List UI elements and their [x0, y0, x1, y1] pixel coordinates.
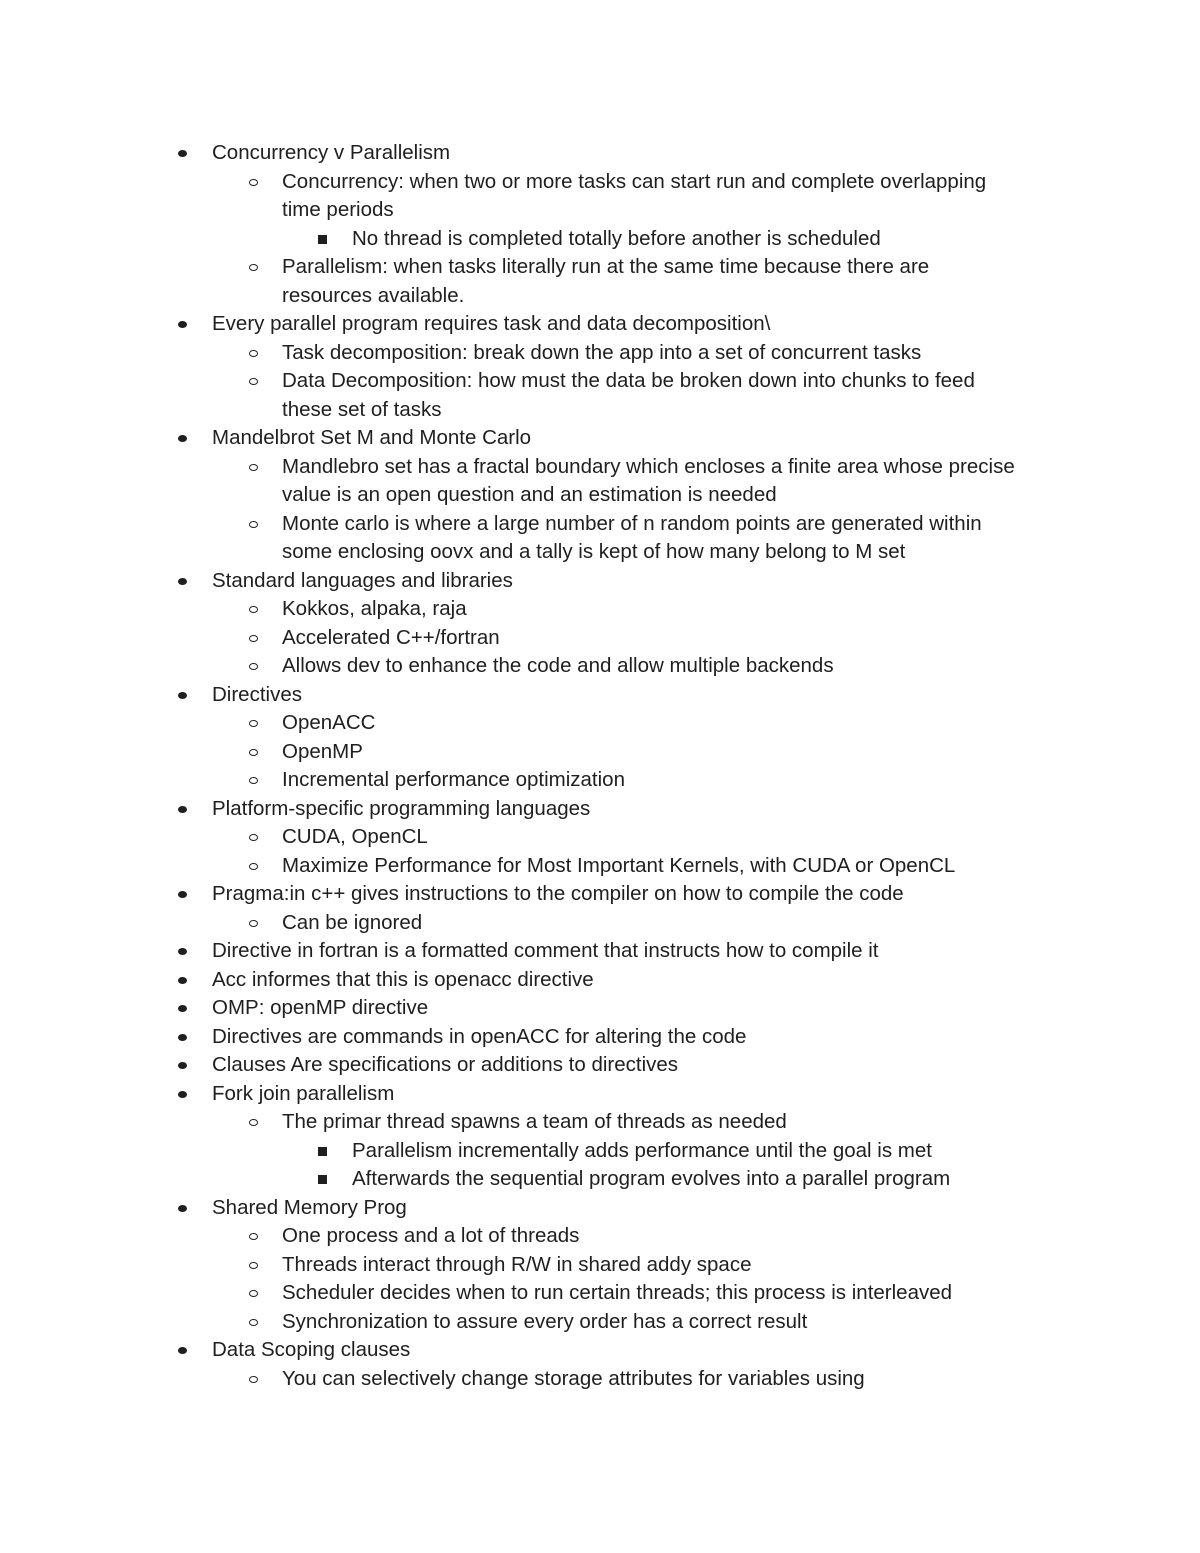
- list-item-text: Synchronization to assure every order has a correct result: [282, 1309, 808, 1333]
- sub-list-item: [0, 253, 1200, 282]
- list-item-text: Acc informes that this is openacc directive: [212, 967, 594, 991]
- filled-circle-bullet-icon: [178, 1091, 187, 1098]
- list-item-text: Data Decomposition: how must the data be broken down into chunks to feed: [282, 369, 975, 392]
- list-item-text: Directive in fortran is a formatted comment that instructs how to compile it: [212, 939, 879, 962]
- list-item: [0, 966, 1200, 995]
- filled-circle-bullet-icon: [178, 1034, 187, 1041]
- list-item-text: Platform-specific programming languages: [212, 796, 591, 820]
- list-item-text: Incremental performance optimization: [282, 768, 625, 791]
- filled-circle-bullet-icon: [178, 150, 187, 157]
- hollow-circle-bullet-icon: [249, 378, 258, 385]
- list-item-text: these set of tasks: [282, 397, 442, 421]
- list-item-text: Mandelbrot Set M and Monte Carlo: [212, 426, 532, 449]
- list-item-text: OMP: openMP directive: [212, 996, 429, 1019]
- hollow-circle-bullet-icon: [249, 1290, 258, 1297]
- filled-circle-bullet-icon: [178, 1205, 187, 1212]
- filled-circle-bullet-icon: [178, 1005, 187, 1012]
- sub-list-item: [0, 624, 1200, 653]
- filled-circle-bullet-icon: [178, 891, 187, 898]
- sub-list-item: [0, 709, 1200, 738]
- sub-list-item: [0, 481, 1200, 510]
- sub-list-item: [0, 852, 1200, 881]
- list-item-text: OpenMP: [282, 739, 363, 763]
- sub-list-item: [0, 510, 1200, 539]
- list-item: [0, 1080, 1200, 1109]
- hollow-circle-bullet-icon: [249, 720, 258, 727]
- sub-list-item: [0, 823, 1200, 852]
- list-item-text: Monte carlo is where a large number of n random points are generated within: [282, 511, 982, 535]
- sub-list-item: [0, 1251, 1200, 1280]
- list-item: [0, 994, 1200, 1023]
- hollow-circle-bullet-icon: [249, 663, 258, 670]
- hollow-circle-bullet-icon: [249, 1233, 258, 1240]
- hollow-circle-bullet-icon: [249, 1119, 258, 1126]
- list-item-text: Concurrency v Parallelism: [212, 141, 451, 164]
- list-item: [0, 880, 1200, 909]
- list-item: [0, 1336, 1200, 1365]
- hollow-circle-bullet-icon: [249, 635, 258, 642]
- sub-list-item: [0, 1308, 1200, 1337]
- hollow-circle-bullet-icon: [249, 350, 258, 357]
- sub-list-item: [0, 339, 1200, 368]
- list-item: [0, 567, 1200, 596]
- list-item-text: The primar thread spawns a team of threads as needed: [282, 1110, 787, 1133]
- list-item-text: Directives are commands in openACC for altering the code: [212, 1024, 747, 1048]
- sub-list-item: [0, 168, 1200, 197]
- sub-list-item: [0, 538, 1200, 567]
- list-item-text: Every parallel program requires task and data decomposition\: [212, 312, 771, 335]
- list-item: [0, 1023, 1200, 1052]
- list-item-text: You can selectively change storage attributes for variables using: [282, 1366, 865, 1390]
- hollow-circle-bullet-icon: [249, 920, 258, 927]
- filled-circle-bullet-icon: [178, 578, 187, 585]
- list-item-text: CUDA, OpenCL: [282, 825, 428, 848]
- hollow-circle-bullet-icon: [249, 1319, 258, 1326]
- hollow-circle-bullet-icon: [249, 264, 258, 271]
- sub-list-item: [0, 652, 1200, 681]
- filled-circle-bullet-icon: [178, 435, 187, 442]
- sub-list-item: [0, 367, 1200, 396]
- list-item: [0, 681, 1200, 710]
- hollow-circle-bullet-icon: [249, 179, 258, 186]
- hollow-circle-bullet-icon: [249, 777, 258, 784]
- sub-list-item: [0, 1108, 1200, 1137]
- list-item-text: Clauses Are specifications or additions to directives: [212, 1053, 679, 1076]
- list-item-text: Fork join parallelism: [212, 1081, 395, 1105]
- hollow-circle-bullet-icon: [249, 863, 258, 870]
- filled-circle-bullet-icon: [178, 1347, 187, 1354]
- filled-square-bullet-icon: [318, 235, 327, 244]
- list-item-text: Afterwards the sequential program evolves into a parallel program: [352, 1167, 951, 1190]
- hollow-circle-bullet-icon: [249, 464, 258, 471]
- list-item: [0, 1194, 1200, 1223]
- sub-list-item: [0, 1365, 1200, 1394]
- list-item-text: Threads interact through R/W in shared addy space: [282, 1252, 752, 1276]
- list-item-text: Mandlebro set has a fractal boundary which encloses a finite area whose precise: [282, 454, 1015, 478]
- hollow-circle-bullet-icon: [249, 521, 258, 528]
- filled-square-bullet-icon: [318, 1175, 327, 1184]
- sub-list-item: [0, 396, 1200, 425]
- list-item-text: Directives: [212, 682, 302, 706]
- list-item-text: resources available.: [282, 283, 465, 307]
- list-item-text: No thread is completed totally before another is scheduled: [352, 226, 881, 250]
- list-item-text: Kokkos, alpaka, raja: [282, 597, 467, 620]
- list-item: [0, 795, 1200, 824]
- sub-list-item: [0, 1279, 1200, 1308]
- list-item-text: Standard languages and libraries: [212, 568, 513, 592]
- list-item-text: Shared Memory Prog: [212, 1195, 407, 1219]
- sub-list-item: [0, 453, 1200, 482]
- hollow-circle-bullet-icon: [249, 749, 258, 756]
- list-item: [0, 139, 1200, 168]
- hollow-circle-bullet-icon: [249, 1376, 258, 1383]
- list-item-text: Pragma:in c++ gives instructions to the compiler on how to compile the code: [212, 882, 904, 905]
- filled-circle-bullet-icon: [178, 948, 187, 955]
- list-item: [0, 310, 1200, 339]
- sub-list-item: [0, 1222, 1200, 1251]
- sub-list-item: [0, 282, 1200, 311]
- hollow-circle-bullet-icon: [249, 834, 258, 841]
- list-item: [0, 937, 1200, 966]
- list-item-text: Parallelism: when tasks literally run at the same time because there are: [282, 255, 930, 278]
- list-item-text: Maximize Performance for Most Important Kernels, with CUDA or OpenCL: [282, 853, 956, 877]
- list-item-text: Accelerated C++/fortran: [282, 625, 500, 649]
- list-item-text: some enclosing oovx and a tally is kept of how many belong to M set: [282, 540, 906, 563]
- list-item-text: Allows dev to enhance the code and allow multiple backends: [282, 654, 834, 677]
- filled-circle-bullet-icon: [178, 977, 187, 984]
- sub-sub-list-item: [0, 1165, 1200, 1194]
- notes-document: [0, 139, 1200, 1393]
- filled-circle-bullet-icon: [178, 321, 187, 328]
- filled-circle-bullet-icon: [178, 806, 187, 813]
- list-item-text: Scheduler decides when to run certain threads; this process is interleaved: [282, 1281, 953, 1304]
- list-item-text: time periods: [282, 198, 394, 221]
- list-item-text: value is an open question and an estimation is needed: [282, 483, 777, 506]
- list-item-text: Data Scoping clauses: [212, 1338, 411, 1361]
- filled-circle-bullet-icon: [178, 1062, 187, 1069]
- list-item-text: OpenACC: [282, 711, 376, 734]
- filled-square-bullet-icon: [318, 1147, 327, 1156]
- sub-sub-list-item: [0, 1137, 1200, 1166]
- sub-list-item: [0, 766, 1200, 795]
- sub-list-item: [0, 909, 1200, 938]
- list-item-text: Task decomposition: break down the app into a set of concurrent tasks: [282, 340, 922, 364]
- list-item-text: Can be ignored: [282, 910, 423, 934]
- sub-sub-list-item: [0, 225, 1200, 254]
- list-item-text: One process and a lot of threads: [282, 1224, 580, 1247]
- sub-list-item: [0, 196, 1200, 225]
- list-item-text: Parallelism incrementally adds performance until the goal is met: [352, 1138, 932, 1162]
- filled-circle-bullet-icon: [178, 692, 187, 699]
- list-item: [0, 424, 1200, 453]
- list-item-text: Concurrency: when two or more tasks can start run and complete overlapping: [282, 169, 987, 193]
- sub-list-item: [0, 738, 1200, 767]
- list-item: [0, 1051, 1200, 1080]
- hollow-circle-bullet-icon: [249, 606, 258, 613]
- sub-list-item: [0, 595, 1200, 624]
- hollow-circle-bullet-icon: [249, 1262, 258, 1269]
